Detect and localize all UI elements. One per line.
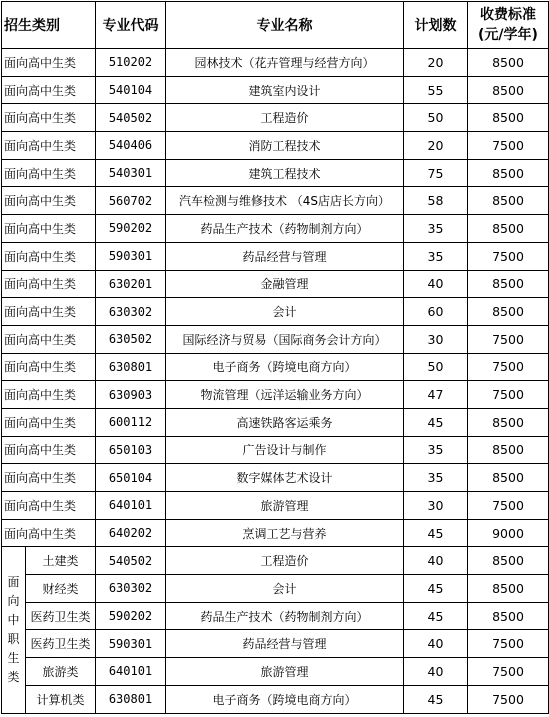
table-row (2, 436, 549, 464)
header-fee (468, 2, 549, 49)
row-fee: 8500 (468, 270, 549, 298)
table-row (2, 685, 549, 713)
row-fee: 8500 (468, 298, 549, 326)
row-name: 药品经营与管理 (166, 242, 404, 270)
header-plan: 计划数 (404, 2, 468, 49)
row-code: 650103 (96, 436, 166, 464)
row-fee: 8500 (468, 436, 549, 464)
row-plan: 35 (404, 215, 468, 243)
row-plan: 30 (404, 492, 468, 520)
header-row (2, 2, 549, 49)
row-code: 630801 (96, 353, 166, 381)
row-plan: 50 (404, 353, 468, 381)
row-plan: 35 (404, 464, 468, 492)
row-plan: 47 (404, 381, 468, 409)
row-category: 面向高中生类 (2, 464, 96, 492)
table-row (2, 575, 549, 603)
table-row (2, 408, 549, 436)
row-name: 药品经营与管理 (166, 630, 404, 658)
row-category: 面向高中生类 (2, 408, 96, 436)
row-name: 会计 (166, 575, 404, 603)
row-code: 640202 (96, 519, 166, 547)
row-category: 面向高中生类 (2, 132, 96, 160)
table-header (2, 2, 549, 49)
row-name: 工程造价 (166, 547, 404, 575)
row-plan: 40 (404, 270, 468, 298)
row-subcategory: 医药卫生类 (26, 602, 96, 630)
row-fee: 8500 (468, 547, 549, 575)
row-fee: 7500 (468, 658, 549, 686)
row-fee: 8500 (468, 76, 549, 104)
table-row (2, 381, 549, 409)
table-row (2, 353, 549, 381)
table-row (2, 630, 549, 658)
row-category: 面向高中生类 (2, 436, 96, 464)
row-plan: 50 (404, 104, 468, 132)
row-fee: 7500 (468, 242, 549, 270)
row-name: 园林技术（花卉管理与经营方向） (166, 49, 404, 77)
row-category: 面向高中生类 (2, 353, 96, 381)
row-code: 630903 (96, 381, 166, 409)
table-row (2, 104, 549, 132)
row-subcategory: 财经类 (26, 575, 96, 603)
row-category: 面向高中生类 (2, 76, 96, 104)
row-code: 630801 (96, 685, 166, 713)
row-fee: 8500 (468, 49, 549, 77)
row-fee: 8500 (468, 215, 549, 243)
row-fee: 7500 (468, 685, 549, 713)
table-row (2, 547, 549, 575)
header-category: 招生类别 (2, 2, 96, 49)
row-plan: 45 (404, 602, 468, 630)
row-plan: 45 (404, 685, 468, 713)
row-name: 旅游管理 (166, 658, 404, 686)
row-category: 面向高中生类 (2, 215, 96, 243)
row-fee: 8500 (468, 187, 549, 215)
row-category: 面向高中生类 (2, 242, 96, 270)
row-category: 面向高中生类 (2, 492, 96, 520)
table-row (2, 602, 549, 630)
row-category: 面向高中生类 (2, 270, 96, 298)
row-code: 510202 (96, 49, 166, 77)
header-code: 专业代码 (96, 2, 166, 49)
row-fee: 7500 (468, 492, 549, 520)
row-name: 电子商务（跨境电商方向） (166, 353, 404, 381)
row-code: 540301 (96, 159, 166, 187)
row-code: 590301 (96, 242, 166, 270)
row-code: 640101 (96, 492, 166, 520)
row-code: 590202 (96, 602, 166, 630)
row-plan: 45 (404, 575, 468, 603)
table-row (2, 519, 549, 547)
row-code: 590202 (96, 215, 166, 243)
row-plan: 45 (404, 519, 468, 547)
row-name: 金融管理 (166, 270, 404, 298)
row-name: 电子商务（跨境电商方向） (166, 685, 404, 713)
header-fee-line2: (元/学年) (478, 27, 538, 43)
row-name: 广告设计与制作 (166, 436, 404, 464)
row-code: 630302 (96, 575, 166, 603)
table-row (2, 492, 549, 520)
row-plan: 40 (404, 547, 468, 575)
row-name: 高速铁路客运乘务 (166, 408, 404, 436)
row-plan: 40 (404, 658, 468, 686)
table-row (2, 298, 549, 326)
row-code: 630201 (96, 270, 166, 298)
row-category: 面向高中生类 (2, 298, 96, 326)
row-name: 烹调工艺与营养 (166, 519, 404, 547)
row-name: 旅游管理 (166, 492, 404, 520)
row-name: 国际经济与贸易（国际商务会计方向） (166, 325, 404, 353)
row-category: 面向高中生类 (2, 49, 96, 77)
row-fee: 8500 (468, 575, 549, 603)
table-body (2, 49, 549, 714)
row-plan: 60 (404, 298, 468, 326)
row-fee: 7500 (468, 630, 549, 658)
table-row (2, 187, 549, 215)
row-fee: 7500 (468, 353, 549, 381)
row-name: 工程造价 (166, 104, 404, 132)
row-subcategory: 土建类 (26, 547, 96, 575)
row-subcategory: 医药卫生类 (26, 630, 96, 658)
row-fee: 7500 (468, 132, 549, 160)
row-plan: 35 (404, 242, 468, 270)
table-row (2, 215, 549, 243)
table-row (2, 76, 549, 104)
row-code: 540104 (96, 76, 166, 104)
row-fee: 8500 (468, 104, 549, 132)
row-fee: 8500 (468, 602, 549, 630)
row-name: 药品生产技术（药物制剂方向） (166, 602, 404, 630)
row-fee: 7500 (468, 381, 549, 409)
row-plan: 75 (404, 159, 468, 187)
row-category: 面向高中生类 (2, 381, 96, 409)
row-name: 消防工程技术 (166, 132, 404, 160)
row-code: 640101 (96, 658, 166, 686)
row-fee: 8500 (468, 408, 549, 436)
enrollment-plan-table (1, 1, 549, 714)
header-name: 专业名称 (166, 2, 404, 49)
row-code: 650104 (96, 464, 166, 492)
row-plan: 20 (404, 49, 468, 77)
row-code: 600112 (96, 408, 166, 436)
row-name: 建筑工程技术 (166, 159, 404, 187)
row-subcategory: 计算机类 (26, 685, 96, 713)
row-subcategory: 旅游类 (26, 658, 96, 686)
row-name: 会计 (166, 298, 404, 326)
row-code: 540502 (96, 547, 166, 575)
row-plan: 58 (404, 187, 468, 215)
row-category: 面向高中生类 (2, 519, 96, 547)
row-fee: 9000 (468, 519, 549, 547)
row-fee: 7500 (468, 325, 549, 353)
table-row (2, 242, 549, 270)
table-row (2, 658, 549, 686)
table-row (2, 464, 549, 492)
row-name: 物流管理（远洋运输业务方向） (166, 381, 404, 409)
row-category: 面向高中生类 (2, 104, 96, 132)
row-plan: 35 (404, 436, 468, 464)
table-row (2, 270, 549, 298)
vocational-group-text: 面向中职生类 (7, 574, 20, 684)
row-code: 630302 (96, 298, 166, 326)
row-category: 面向高中生类 (2, 325, 96, 353)
row-plan: 45 (404, 408, 468, 436)
row-category: 面向高中生类 (2, 159, 96, 187)
table-row (2, 49, 549, 77)
row-code: 560702 (96, 187, 166, 215)
row-code: 590301 (96, 630, 166, 658)
header-fee-line1: 收费标准 (480, 7, 536, 23)
row-code: 540502 (96, 104, 166, 132)
row-plan: 30 (404, 325, 468, 353)
table-row (2, 159, 549, 187)
row-name: 建筑室内设计 (166, 76, 404, 104)
row-plan: 55 (404, 76, 468, 104)
row-plan: 40 (404, 630, 468, 658)
vocational-group-label (2, 547, 26, 713)
row-name: 汽车检测与维修技术 （4S店店长方向） (166, 187, 404, 215)
row-code: 630502 (96, 325, 166, 353)
row-code: 540406 (96, 132, 166, 160)
row-plan: 20 (404, 132, 468, 160)
row-category: 面向高中生类 (2, 187, 96, 215)
table-row (2, 132, 549, 160)
row-fee: 8500 (468, 159, 549, 187)
row-fee: 8500 (468, 464, 549, 492)
row-name: 药品生产技术（药物制剂方向） (166, 215, 404, 243)
row-name: 数字媒体艺术设计 (166, 464, 404, 492)
table-row (2, 325, 549, 353)
